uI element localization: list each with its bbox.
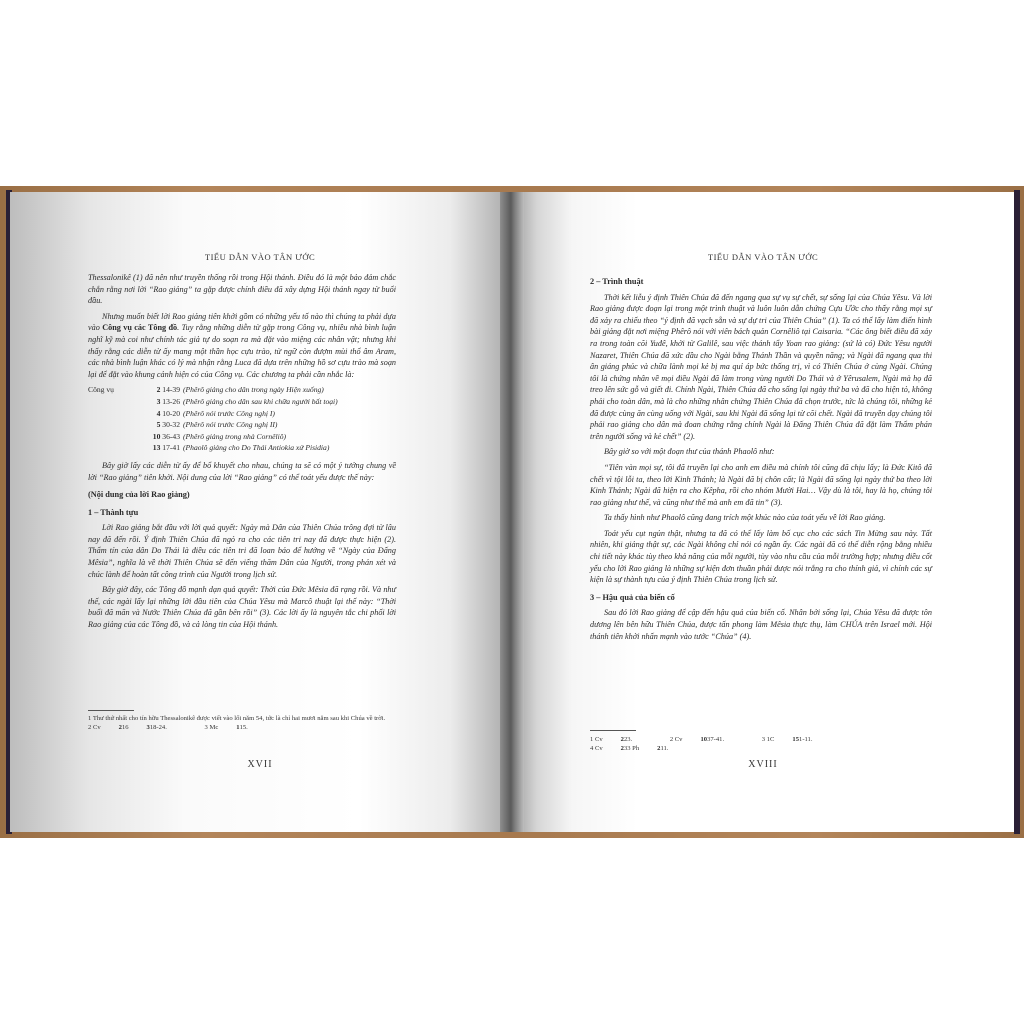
page-number: XVII: [247, 759, 273, 770]
running-head: TIỂU DẪN VÀO TÂN ƯỚC: [707, 252, 819, 262]
quotation: “Tiên vàn mọi sự, tôi đã truyền lại cho anh em điều mà chính tôi cũng đã chịu lấy; là Đức Kitô đã chết vì tội lỗi ta, theo lời Kinh Thánh; là Ngài đã bị chôn cất; là Ngài đã sống lại ngày thứ ba theo lời Kinh Thánh; Ngài đã hiện ra cho Kêpha, rồi cho nhóm Mười Hai… Vậy dù là tôi, hay là họ, chúng tôi rao giảng như thế, và cũng như thế mà anh em đã tin” (3).: [590, 462, 932, 507]
reference-number: 13 17-41: [152, 443, 180, 453]
paragraph: Thời kết liễu ý định Thiên Chúa đã đến ngang qua sự vụ sự chết, sự sống lại của Chúa Yêsu. Và lời Rao giảng được đoạn lại trong một trình thuật và luôn luôn dẫn chứng Cựu Ước cho thấy rằng mọi sự đã xảy ra chiếu theo “ý định đã vạch sẵn và sự dự tri của Thiên Chúa” (1). Ta có thể lấy làm điển hình bài giảng đặt nơi miệng Phêrô nói với viên bách quản Cornêliô tại Caisaria. “Các ông biết điều đã xảy ra trong toàn cõi Yuđê, khởi từ Galilê, sau việc thánh tẩy Yoan rao giảng: (sứ là có) Đức Yêsu người Nazaret, Thiên Chúa đã xức dầu cho Ngài bằng Thánh Thần và quyền năng; và Ngài đã ngang qua thi ân giáng phúc và chữa lành mọi kẻ bị ma quỉ áp bức thống trị, vì có Thiên Chúa ở cùng Ngài. Chúng tôi là chứng nhân về mọi điều Ngài đã làm trong vùng người Do Thái và ở Yêrusalem, Ngài mà họ đã treo lên sức gỗ và giết đi. Chính Ngài, Thiên Chúa đã cho sống lại ngày thứ ba và đã cho hiện tỏ, không phải cho toàn dân, mà là cho những nhân chứng Thiên Chúa đã chọn trước, tức là chúng tôi, những kẻ đã được cùng ăn cùng uống với Ngài, sau khi Ngài đã sống lại từ cõi chết. Ngài đã truyền dạy chúng tôi phải rao giảng cho dân mà đoan chứng rằng chính Ngài là Đấng Thiên Chúa đã đặt làm Thẩm phán trên người sống và kẻ chết” (2).: [590, 292, 932, 441]
bold-term: Công vụ các Tông đồ: [102, 323, 178, 333]
footnote-rule: [590, 730, 636, 731]
reference-number: 10 36-43: [152, 431, 180, 441]
reference-row: [88, 384, 338, 396]
paragraph: Lời Rao giảng bắt đầu với lời quả quyết: Ngày mà Dân của Thiên Chúa trông đợi từ lâu nay đã đến rồi. Ý định Thiên Chúa đã ngỏ ra cho các tiên tri nay đã được thực hiện (2). Thẩm tín của dân Do Thái là điều các tiên tri đã loan báo để hướng về “Ngày của Đấng Mêsia”, nghĩa là về thời Thiên Chúa sẽ đến viếng thăm Dân của Người, trong phán xét và chúc lành để hoàn tất công trình của Người trong lịch sử.: [88, 523, 396, 579]
reference-row: [88, 408, 338, 420]
reference-label: Công vụ: [88, 385, 114, 395]
left-page: [10, 192, 510, 832]
section-heading: (Nội dung của lời Rao giảng): [88, 490, 190, 500]
paragraph: Toát yếu cụt ngủn thật, nhưng ta đã có thể lấy làm bố cục cho các sách Tin Mừng sau này. Tất nhiên, khi giảng thật sự, các Ngài không chỉ nói có ngần ấy. Các ngài đã có thể diễn rộng bằng nhiều chi tiết này khác tùy theo khả năng của mỗi người, tùy vào nhu cầu của mỗi trường hợp; nhưng điều cốt yếu cho lời Rao giảng là những sự kiện đơn thuần phải được nói trắng ra cho thính giả, vì chính các sự kiện là sự thành tựu của ý định Thiên Chúa trong lịch sử.: [590, 528, 932, 585]
reference-row: [88, 396, 338, 408]
footnotes: [88, 714, 396, 732]
right-page-body: [590, 272, 932, 646]
paragraph: Ta thấy hình như Phaolô cũng đang trích một khúc nào của toát yếu về lời Rao giảng.: [604, 513, 886, 523]
footnote: 3 Mc 115.: [204, 724, 248, 731]
paragraph: Bây giờ lấy các diễn từ ấy để bổ khuyết cho nhau, chúng ta sẽ có một ý tưởng chung về lời “Rao giảng” tiên khởi. Nội dung của lời “Rao giảng” có thể toát yếu được thế này:: [88, 460, 396, 482]
paragraph: [88, 311, 396, 381]
paragraph: Thessalonikê (1) đã nên như truyền thống rồi trong Hội thánh. Điều đó là một bảo đảm chắc chắn rằng nơi lời “Rao giảng” ta gặp được chính điều đã xây dựng Hội thánh ngay từ buổi đầu.: [88, 273, 396, 306]
reference-desc: (Phêrô nói trước Công nghị I): [183, 408, 275, 418]
footnote: 2 Cv 216 318-24.: [88, 724, 167, 731]
footnote: 3 1C 151-11.: [761, 736, 813, 743]
paragraph: Bây giờ đây, các Tông đồ mạnh dạn quả quyết: Thời của Đức Mêsia đã rạng rồi. Và như thế, các ngài lấy lại những lời đầu tiên của Chúa Yêsu mà Marcô thuật lại thế này: “Thời buổi đã mãn và Nước Thiên Chúa đã gần bên rồi” (3). Các lời ấy là nguyên tắc chi phối lời Rao giảng của các Tông đồ, và cả lòng tin của Hội thánh.: [88, 585, 396, 630]
footnote: 2 Cv 1037-41.: [669, 736, 725, 743]
reference-number: 3 13-26: [156, 396, 180, 406]
reference-list: [88, 384, 338, 454]
left-page-body: [88, 272, 396, 635]
reference-desc: (Phêrô nói trước Công nghị II): [183, 420, 278, 430]
reference-desc: (Phêrô giảng cho dân sau khi chữa người bất toại): [183, 396, 338, 406]
reference-desc: (Phaolô giảng cho Do Thái Antiokia xứ Pisidia): [183, 443, 330, 453]
reference-row: [88, 431, 338, 443]
footnote-row: [590, 735, 932, 753]
reference-number: 2 14-39: [156, 385, 180, 395]
reference-number: 5 30-32: [156, 420, 180, 430]
reference-desc: (Phêrô giảng cho dân trong ngày Hiện xuống): [183, 385, 324, 395]
subsection-heading: 2 – Trình thuật: [590, 277, 644, 286]
paragraph: Sau đó lời Rao giảng để cập đến hậu quả của biến cố. Nhân bởi sống lại, Chúa Yêsu đã được tôn dương lên bên hữu Thiên Chúa, được tấn phong làm Mêsia thực thụ, làm CHÚA trên Israel mới. Hội thánh tiên khởi nhấn mạnh vào tước “Chúa” (4).: [590, 608, 932, 641]
text-span: . Tuy rằng những diễn từ gặp trong Công vụ, nhiều nhà bình luận nghĩ kỹ mà coi như chính tác giả tự do soạn ra mà đặt vào miệng các nhân vật; nhưng khi thấy rằng các diễn từ ấy mang một thần học cựu trào, từ ngữ còn đượm mùi thổ âm Aram, các nhà bình luận khác có lý mà nhận rằng Luca đã dựa trên những hồ sơ cựu trào mà soạn lại để đặt vào khung cảnh hiện có của Công vụ. Các chương ta phải cần nhắc là:: [88, 323, 397, 379]
footnote: 1 Cv 223.: [590, 736, 633, 743]
book-gutter: [500, 192, 524, 832]
subsection-heading: 3 – Hậu quả của biến cố: [590, 592, 675, 602]
reference-row: [88, 442, 338, 454]
reference-row: [88, 419, 338, 431]
paragraph: Bây giờ so với một đoạn thư của thánh Phaolô như:: [604, 447, 775, 457]
reference-desc: (Phêrô giảng trong nhà Cornêliô): [183, 431, 287, 441]
footnote: 1 Thư thứ nhất cho tín hữu Thessalonikê được viết vào lối năm 54, tức là chỉ hai mươi năm sau khi Chúa về trời.: [88, 715, 386, 722]
cover-edge-right: [1014, 190, 1020, 834]
page-number: XVIII: [748, 759, 778, 770]
footnote: 4 Cv 233 Ph 211.: [590, 745, 669, 752]
text-span: Nhưng muốn biết lời Rao giảng tiên khởi gồm có những yếu tố nào thì chúng ta phải dựa vào: [88, 311, 396, 333]
footnote-row: [88, 723, 396, 732]
reference-number: 4 10-20: [156, 408, 180, 418]
footnote-rule: [88, 710, 134, 711]
right-page: [512, 192, 1014, 832]
running-head: TIỂU DẪN VÀO TÂN ƯỚC: [204, 252, 316, 262]
subsection-heading: 1 – Thành tựu: [88, 507, 139, 517]
